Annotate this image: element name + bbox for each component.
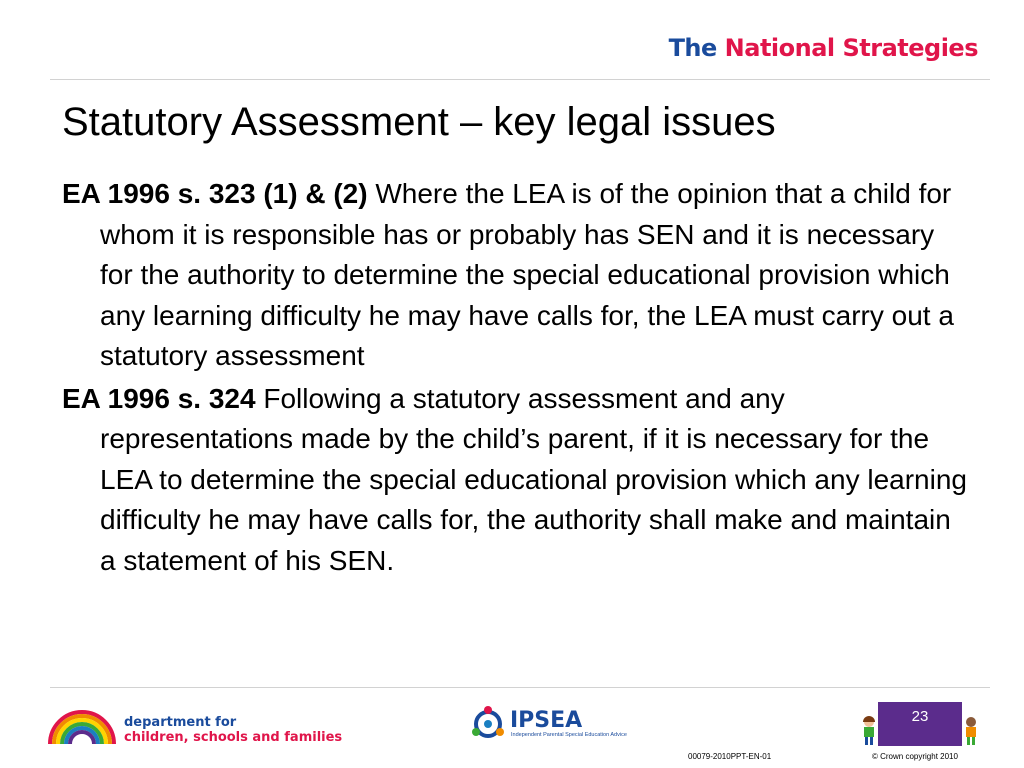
national-strategies-logo	[669, 34, 978, 62]
slide-title: Statutory Assessment – key legal issues	[62, 100, 776, 144]
legal-text: Following a statutory assessment and any representations made by the child’s parent, if it is necessary for the LEA to determine the special educational provision which any learning difficulty he may have calls for, the authority shall make and maintain a statement of his SEN.	[100, 382, 967, 576]
legal-reference: EA 1996 s. 323 (1) & (2)	[62, 178, 368, 209]
child-figure-icon	[960, 716, 982, 746]
page-number: 23	[911, 708, 929, 725]
ipsea-subtitle: Independent Parental Special Education Advice	[511, 732, 627, 738]
brand-prefix: The	[668, 34, 717, 62]
legal-point-2	[62, 379, 974, 582]
footer-divider	[50, 687, 990, 688]
rainbow-logo-icon	[46, 708, 118, 744]
legal-reference: EA 1996 s. 324	[62, 382, 256, 414]
ipsea-logo-icon	[468, 704, 508, 744]
dcsf-line-1: department for	[124, 715, 237, 730]
dcsf-logo-text	[124, 715, 342, 745]
child-figure-icon	[858, 716, 880, 746]
ipsea-name: IPSEA	[510, 708, 583, 733]
brand-name: National Strategies	[724, 34, 978, 62]
dcsf-line-2: children, schools and families	[124, 730, 343, 745]
header-divider	[50, 79, 990, 80]
legal-text: Where the LEA is of the opinion that a child for whom it is responsible has or probably has SEN and it is necessary for the authority to determine the special educational provision which any learning difficulty he may have calls for, the LEA must carry out a statutory assessment	[100, 178, 954, 371]
document-reference: 00079-2010PPT-EN-01	[688, 752, 772, 761]
slide-body	[62, 174, 974, 583]
copyright-notice: © Crown copyright 2010	[872, 752, 958, 761]
legal-point-1	[62, 174, 974, 377]
